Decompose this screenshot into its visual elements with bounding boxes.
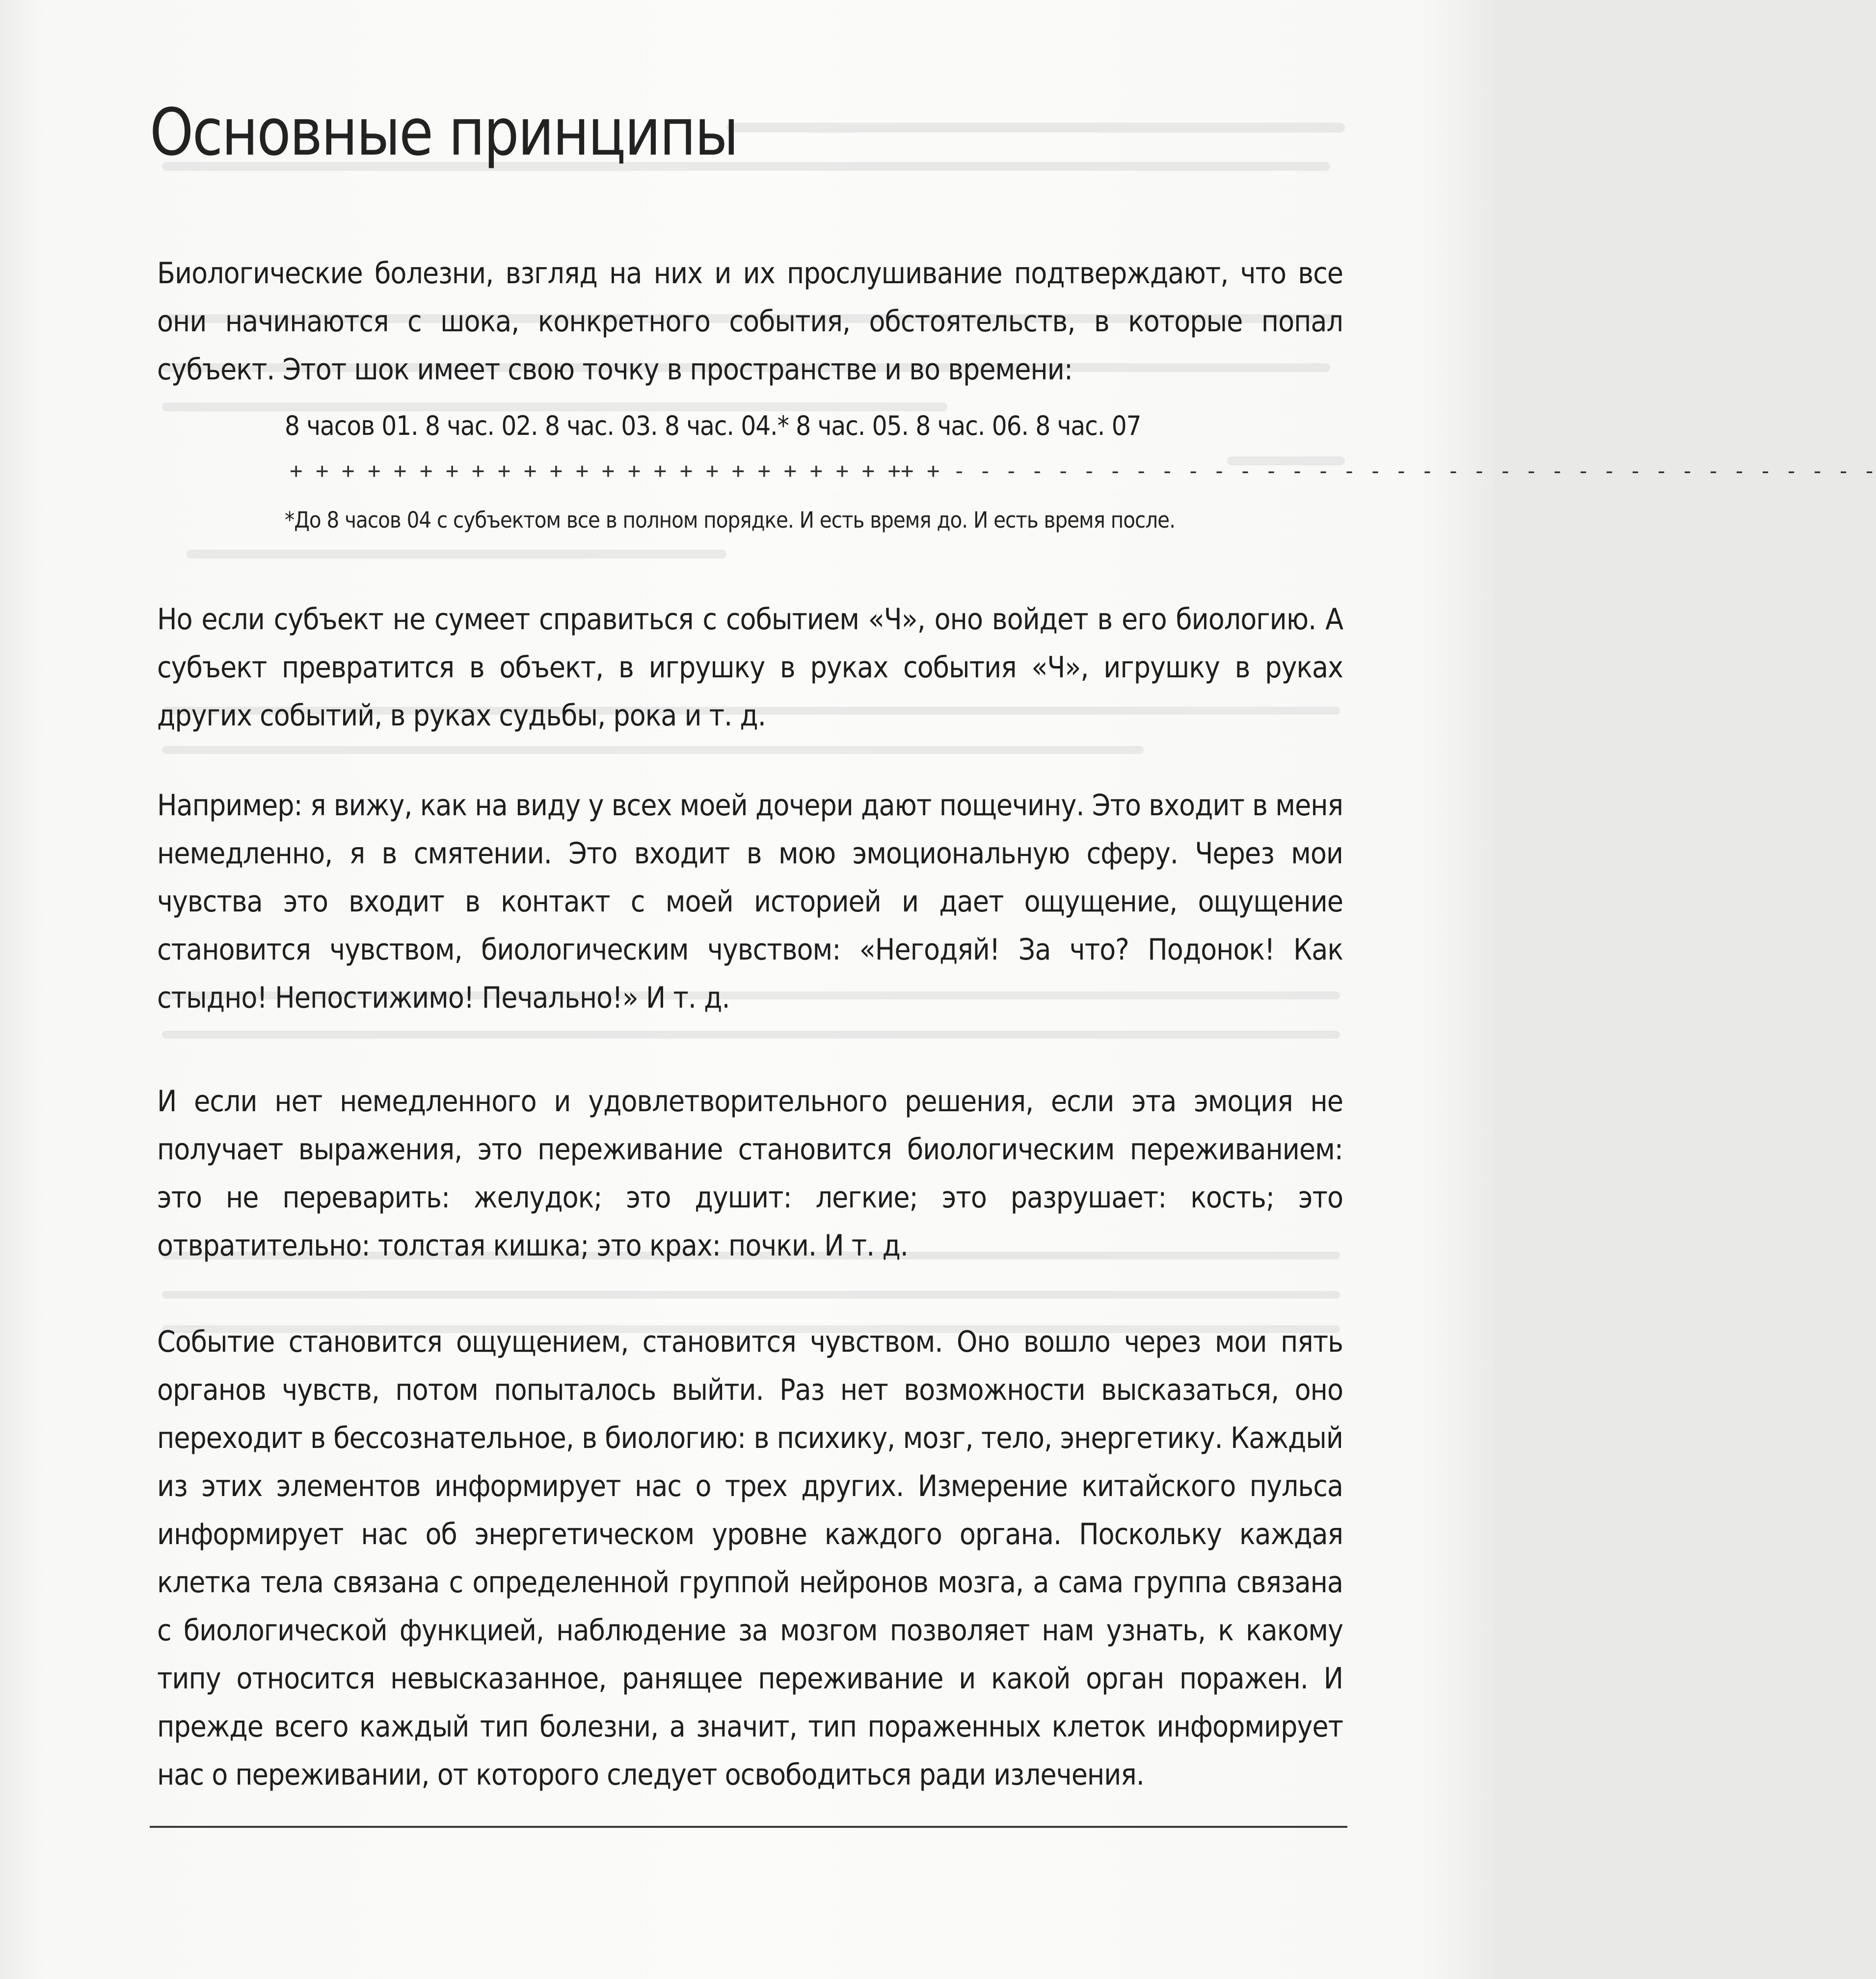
paragraph-4: Событие становится ощущением, становится чувством. Оно вошло через мои пять органов чувств, потом попыталось выйти. Раз нет возможности высказаться, оно переходит в бессознательное, в биологию: в психику, мозг, тело, энергетику. Каждый из этих элементов информирует нас о трех других. Измерение китайского пульса информирует нас об энергетическом уровне каждого органа. Поскольку каждая клетка тела связана с определенной группой нейронов мозга, а сама группа связана с биологической функцией, наблюдение за мозгом позволяет нам узнать, к какому типу относится невысказанное, ранящее переживание и какой орган поражен. И прежде всего каждый тип болезни, а значит, тип пораженных клеток информирует нас о переживании, от которого следует освободиться ради излечения. bbox=[157, 1325, 1343, 1792]
page-title: Основные принципы bbox=[150, 95, 738, 170]
intro-paragraph: Биологические болезни, взгляд на них и их прослушивание подтверждают, что все они начинаются с шока, конкретного события, обстоятельств, в которые попал субъект. Этот шок имеет свою точку в пространстве и во времени: bbox=[157, 256, 1343, 387]
paragraph-3: И если нет немедленного и удовлетворительного решения, если эта эмоция не получает выражения, это переживание становится биологическим переживанием: это не переварить: желудок; это душит: легкие; это разрушает: кость; это отвратительно: толстая кишка; это крах: почки. И т. д. bbox=[157, 1084, 1343, 1263]
paragraph-2: Например: я вижу, как на виду у всех моей дочери дают пощечину. Это входит в меня немедленно, я в смятении. Это входит в мою эмоциональную сферу. Через мои чувства это входит в контакт с моей историей и дает ощущение, ощущение становится чувством, биологическим чувством: «Негодяй! За что? Подонок! Как стыдно! Непостижимо! Печально!» И т. д. bbox=[157, 788, 1343, 1015]
timeline-footnote: *До 8 часов 04 с субъектом все в полном порядке. И есть время до. И есть время после. bbox=[285, 507, 1175, 533]
paragraph-1: Но если субъект не сумеет справиться с событием «Ч», оно войдет в его биологию. А субъект превратится в объект, в игрушку в руках события «Ч», игрушку в руках других событий, в руках судьбы, рока и т. д. bbox=[157, 602, 1343, 733]
bottom-rule bbox=[150, 1826, 1347, 1828]
timeline-marks: + + + + + + + + + + + + + + + + + + + + + + + ++ + - - - - - - - - - - - - - - - - - - - - - - - - - - - - - - - - - - - - bbox=[290, 458, 1876, 483]
timeline-hours: 8 часов 01. 8 час. 02. 8 час. 03. 8 час. 04.* 8 час. 05. 8 час. 06. 8 час. 07 bbox=[285, 410, 1141, 441]
